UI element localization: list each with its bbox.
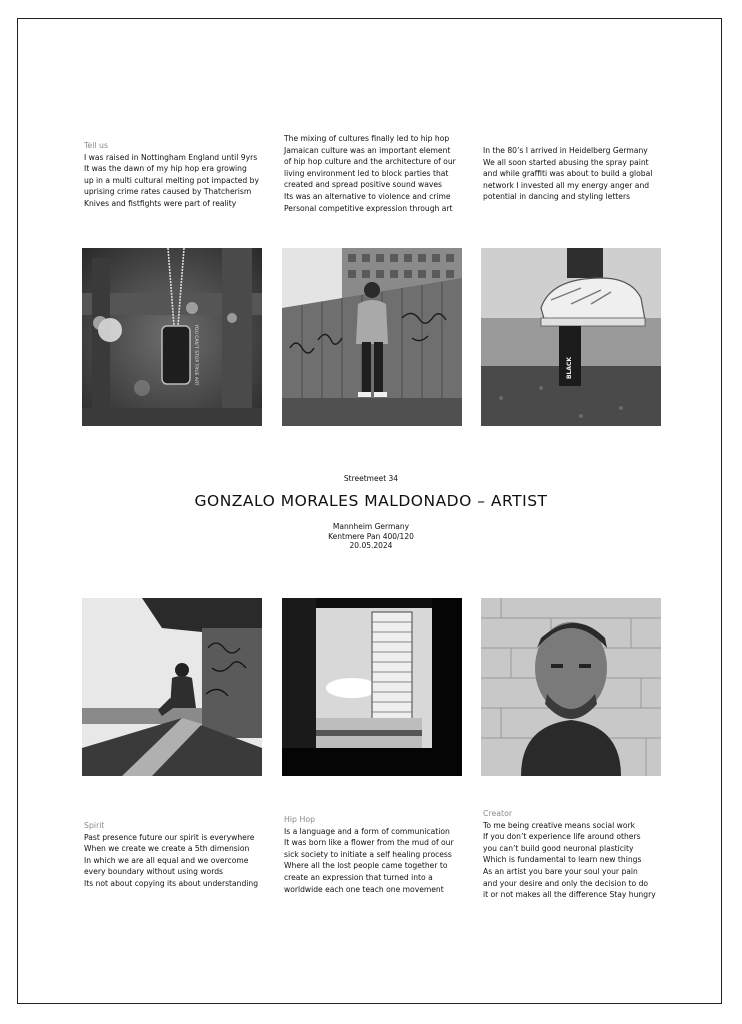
page-title: GONZALO MORALES MALDONADO – ARTIST [194, 492, 548, 510]
text-line: It was born like a flower from the mud of our [284, 838, 454, 848]
text-line: you can’t build good neuronal plasticity [483, 843, 634, 853]
text-line: Knives and fistfights were part of reality [84, 198, 237, 208]
text-line: and while graffiti was about to build a global [483, 169, 653, 179]
text-line: worldwide each one teach one movement [284, 884, 444, 894]
date: 20.05.2024 [349, 541, 393, 550]
text-line: and your desire and only the decision to do [483, 878, 649, 888]
text-block-heidelberg [483, 145, 665, 203]
text-line: I was raised in Nottingham England until 9yrs [84, 152, 258, 162]
text-block-tell-us [84, 140, 266, 210]
text-line: It was the dawn of my hip hop era growing [84, 164, 247, 174]
text-line: it or not makes all the difference Stay hungry [483, 890, 656, 900]
series-label: Streetmeet 34 [343, 474, 399, 483]
text-line: When we create we create a 5th dimension [84, 844, 250, 854]
section-label: Creator [483, 809, 513, 818]
text-line: potential in dancing and styling letters [483, 192, 631, 202]
dog-tag-text: YOU CAN'T STOP TRUE ART [193, 324, 198, 386]
text-line: In which we are all equal and we overcome [84, 855, 249, 865]
photo-man-on-ledge [82, 598, 262, 776]
text-line: living environment led to block parties that [284, 168, 449, 178]
text-line: Past presence future our spirit is everywhere [84, 832, 255, 842]
text-line: If you don’t experience life around others [483, 832, 641, 842]
photo-dog-tag [82, 248, 262, 426]
photo-portrait [481, 598, 661, 776]
text-line: Personal competitive expression through art [284, 203, 453, 213]
photo-tower-block [282, 598, 462, 776]
text-line: The mixing of cultures finally led to hip hop [284, 134, 450, 143]
text-block-cultures [284, 133, 466, 214]
photo-sneaker-spray-can [481, 248, 661, 426]
text-line: Which is fundamental to learn new things [483, 855, 642, 865]
text-line: uprising crime rates caused by Thatcherism [84, 187, 252, 197]
text-block-creator [483, 808, 665, 901]
photo-meta [0, 522, 742, 551]
text-line: Its not about copying its about understanding [84, 878, 259, 888]
section-label: Hip Hop [284, 815, 316, 824]
text-line: create an expression that turned into a [284, 872, 433, 882]
photo-man-graffiti-wall [282, 248, 462, 426]
text-line: Its was an alternative to violence and crime [284, 191, 451, 201]
spray-can-text: BLACK [566, 356, 573, 380]
text-line: network I invested all my energy anger and [483, 180, 650, 190]
text-line: In the 80’s I arrived in Heidelberg Germany [483, 146, 648, 155]
section-label: Spirit [84, 821, 105, 830]
film-stock: Kentmere Pan 400/120 [328, 531, 414, 541]
text-line: of hip hop culture and the architecture of our [284, 157, 456, 167]
text-line: up in a multi cultural melting pot impacted by [84, 175, 259, 185]
section-label: Tell us [84, 141, 109, 150]
text-line: As an artist you bare your soul your pain [483, 866, 638, 876]
text-block-spirit [84, 820, 266, 890]
text-line: created and spread positive sound waves [284, 180, 442, 190]
text-line: Jamaican culture was an important element [284, 145, 451, 155]
text-line: To me being creative means social work [483, 820, 636, 830]
text-line: sick society to initiate a self healing process [284, 849, 452, 859]
text-line: Where all the lost people came together to [284, 861, 448, 871]
text-line: We all soon started abusing the spray paint [483, 157, 649, 167]
text-block-hip-hop [284, 814, 466, 895]
text-line: every boundary without using words [84, 867, 223, 877]
text-line: Is a language and a form of communication [284, 826, 450, 836]
location: Mannheim Germany [332, 522, 410, 531]
